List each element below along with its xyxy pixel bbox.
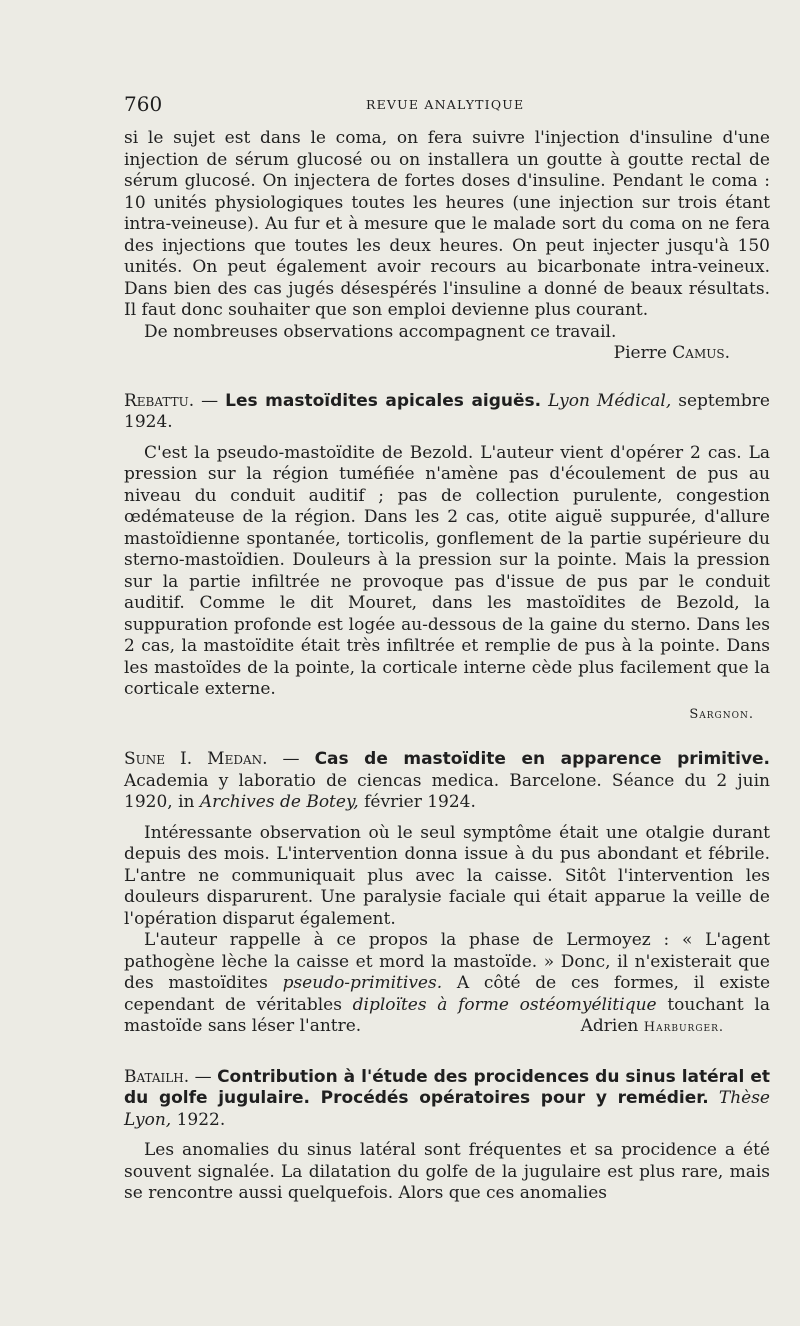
article-author: Batailh. [124, 1066, 190, 1087]
heading-dash: — [194, 390, 226, 411]
article-title: Contribution à l'étude des procidences du sinus latéral et du golfe jugulaire. Procédés opératoires pour y remédier. [124, 1066, 770, 1108]
article-source: Thèse Lyon, [124, 1088, 770, 1130]
body-text: touchant la mastoïde sans léser l'antre. [124, 994, 770, 1036]
page [124, 92, 770, 1205]
article-date: février 1924. [364, 792, 476, 812]
article-heading [124, 391, 770, 434]
running-head [124, 92, 770, 122]
article-journal: Archives de Botey, [199, 792, 359, 812]
heading-dash: — [189, 1066, 218, 1087]
intro-paragraph: si le sujet est dans le coma, on fera suivre l'injection d'insuline d'une injection de sérum glucosé ou on installera un goutte à goutte rectal de sérum glucosé. On injectera de fortes doses d'insuline. Pendant le coma : 10 unités physiologiques toutes les heures (une injection sur trois étant intra-veineuse). Au fur et à mesure que le malade sort du coma on ne fera des injections que toutes les deux heures. On peut injecter jusqu'à 150 unités. On peut également avoir recours au bicarbonate intra-veineux. Dans bien des cas jugés désespérés l'insuline a donné de beaux résultats. Il faut donc souhaiter que son emploi devienne plus courant. [124, 128, 770, 320]
article-title: Cas de mastoïdite en apparence primitive. [314, 749, 771, 769]
signature-sargnon [124, 703, 754, 726]
article-date: septembre 1924. [124, 390, 770, 432]
article-heading [124, 749, 770, 814]
article-author-prefix: Sune I. [124, 749, 193, 769]
body-text: L'auteur rappelle à ce propos la phase de Lermoyez : « L'agent pathogène lèche la caisse et mord la mastoïde. » Donc, il n'existerait que des mastoïdites [124, 930, 770, 993]
article-source: Academia y laboratio de ciencas medica. Barcelone. Séance du 2 juin 1920, in [124, 770, 770, 812]
signature-last-name: Camus. [672, 343, 730, 363]
signature-first-name: Pierre [613, 343, 667, 363]
article-sune-medan [124, 749, 770, 1039]
journal-title: REVUE ANALYTIQUE [366, 97, 525, 112]
article-title: Les mastoïdites apicales aiguës. [225, 390, 542, 411]
article-author: Rebattu. [124, 390, 195, 411]
article-body: C'est la pseudo-mastoïdite de Bezold. L'auteur vient d'opérer 2 cas. La pression sur la région tuméfiée n'amène pas d'écoulement de pus au niveau du conduit auditif ; pas de collection purulente, congestion œdémateuse de la région. Dans les 2 cas, otite aiguë suppurée, d'allure mastoïdienne spontanée, torticolis, gonflement de la partie supérieure du sterno-mastoïdien. Douleurs à la pression sur la pointe. Mais la pression sur la partie infiltrée ne provoque pas d'issue de pus par le conduit auditif. Comme le dit Mouret, dans les mastoïdites de Bezold, la suppuration profonde est logée au-dessous de la gaine du sterno. Dans les 2 cas, la mastoïdite était très infiltrée et remplie de pus à la pointe. Dans les mastoïdes de la pointe, la corticale interne cède plus facilement que la corticale externe. [124, 442, 770, 699]
article-date: 1922. [176, 1109, 226, 1130]
signature-last-name: Harburger. [643, 1020, 724, 1035]
article-source: Lyon Médical, [548, 390, 672, 411]
signature-camus [124, 343, 730, 365]
article-author: Medan. [207, 749, 268, 769]
article-body: Les anomalies du sinus latéral sont fréquentes et sa procidence a été souvent signalée. La dilatation du golfe de la jugulaire est plus rare, mais se rencontre aussi quelquefois. Alors que ces anomalies [124, 1140, 770, 1203]
article-rebattu [124, 391, 770, 726]
article-body: Intéressante observation où le seul symptôme était une otalgie durant depuis des mois. L'intervention donna issue à du pus abondant et fébrile. L'antre ne communiquait plus avec la caisse. Sitôt l'intervention les douleurs disparurent. Une paralysie faciale qui était apparue la veille de l'opération disparut également. [124, 822, 770, 929]
signature-name: Sargnon. [689, 706, 754, 722]
page-number: 760 [124, 92, 163, 116]
intro-paragraph-2: De nombreuses observations accompagnent ce travail. [144, 321, 617, 342]
body-italic: pseudo-primitives. [282, 973, 443, 993]
intro-section [124, 128, 770, 365]
article-batailh [124, 1067, 770, 1205]
signature-first-name: Adrien [580, 1016, 639, 1036]
article-heading [124, 1067, 770, 1132]
body-italic: diploïtes à forme ostéomyélitique [352, 994, 657, 1015]
body-text: A côté de ces formes, il existe cependant de véritables [124, 973, 771, 1015]
heading-dash: — [267, 749, 315, 769]
